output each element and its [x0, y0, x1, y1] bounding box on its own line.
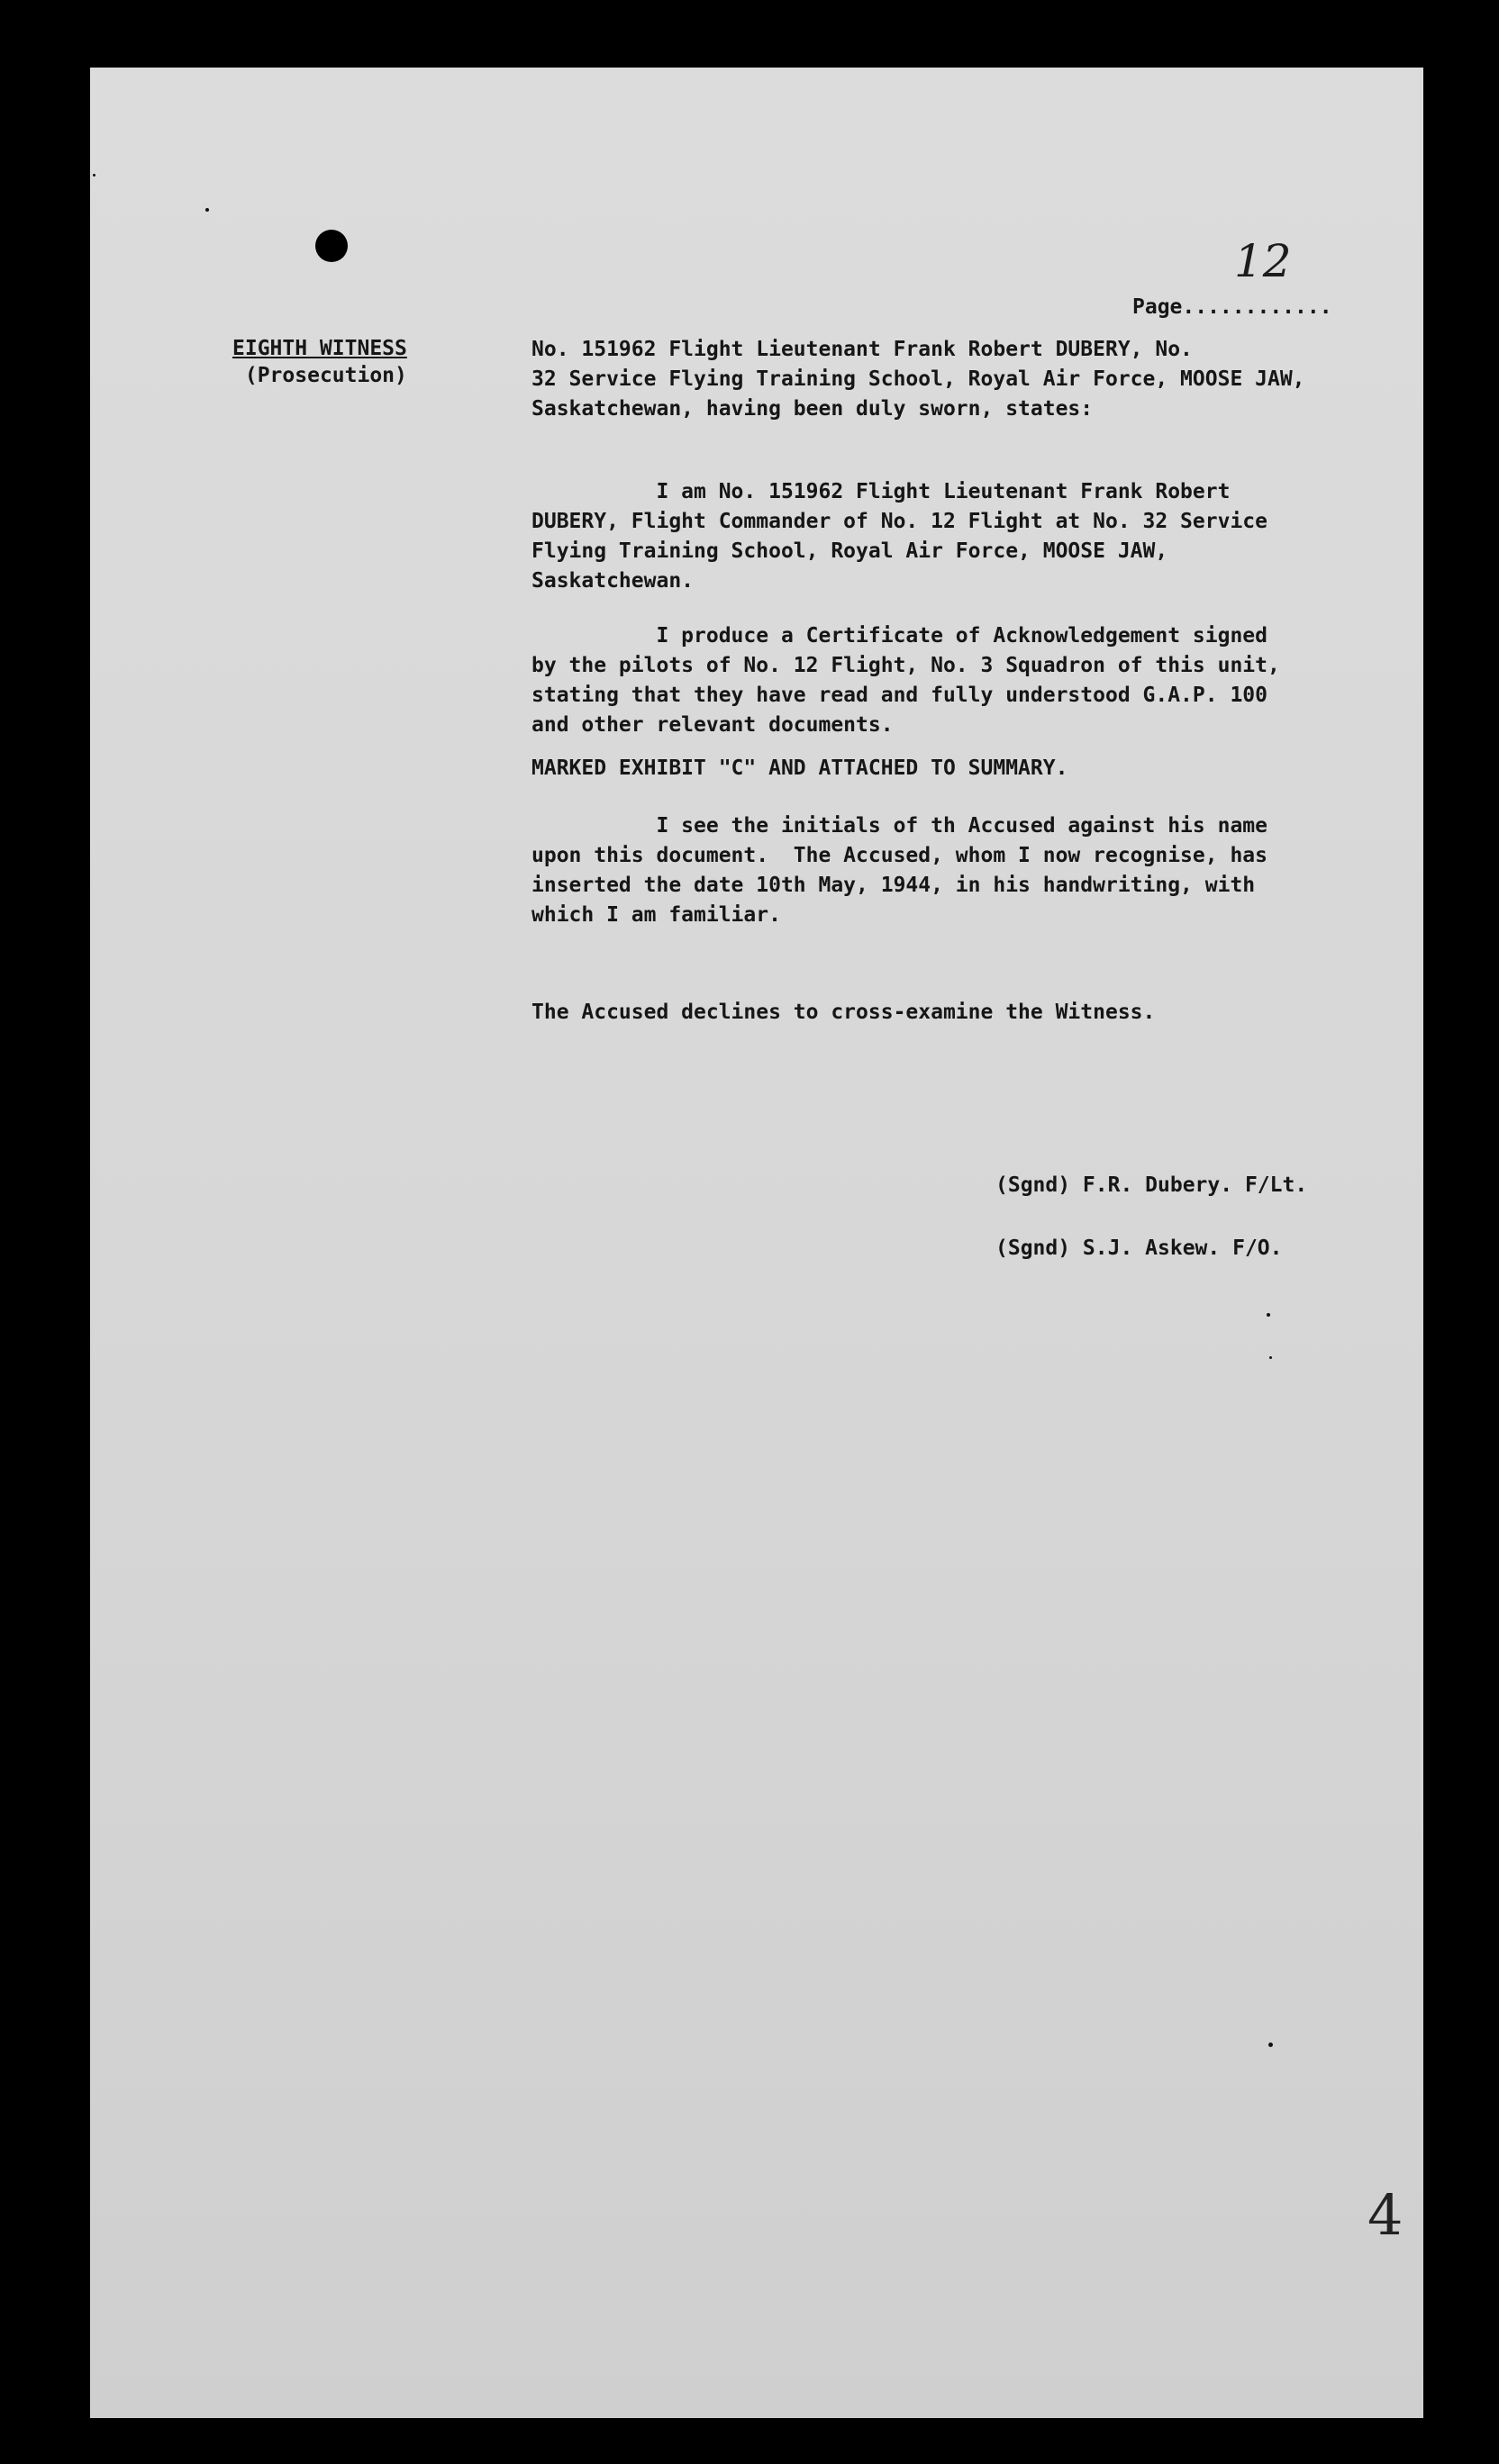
- paragraph-line: 32 Service Flying Training School, Royal Air Force, MOOSE JAW,: [531, 367, 1305, 391]
- paragraph-identity: [531, 477, 1267, 596]
- paragraph-line: I am No. 151962 Flight Lieutenant Frank Robert: [531, 480, 1231, 503]
- punch-hole: [315, 230, 348, 262]
- witness-heading-subtitle: (Prosecution): [244, 364, 407, 387]
- paragraph-line: Flying Training School, Royal Air Force, MOOSE JAW,: [531, 539, 1168, 563]
- paragraph-line: Saskatchewan, having been duly sworn, states:: [531, 397, 1094, 421]
- paragraph-line: I produce a Certificate of Acknowledgement signed: [531, 624, 1267, 648]
- paragraph-initials: [531, 811, 1267, 930]
- paragraph-line: inserted the date 10th May, 1944, in his handwriting, with: [531, 874, 1256, 897]
- paragraph-line: MARKED EXHIBIT "C" AND ATTACHED TO SUMMARY.: [531, 756, 1068, 780]
- paragraph-line: The Accused declines to cross-examine the Witness.: [531, 1001, 1156, 1024]
- paragraph-certificate: [531, 621, 1280, 740]
- dust-speck: [1267, 1313, 1270, 1317]
- document-page: [90, 68, 1423, 2418]
- paragraph-line: No. 151962 Flight Lieutenant Frank Robert DUBERY, No.: [531, 338, 1193, 361]
- dust-speck: [205, 208, 209, 212]
- paragraph-cross-examination: [531, 998, 1155, 1028]
- paragraph-line: upon this document. The Accused, whom I now recognise, has: [531, 844, 1267, 867]
- paragraph-line: I see the initials of th Accused against his name: [531, 814, 1267, 838]
- witness-heading: [232, 335, 407, 389]
- paragraph-line: DUBERY, Flight Commander of No. 12 Flight at No. 32 Service: [531, 510, 1267, 533]
- paragraph-line: and other relevant documents.: [531, 713, 894, 737]
- paragraph-sworn-statement: [531, 335, 1305, 424]
- witness-heading-title: EIGHTH WITNESS: [232, 337, 407, 360]
- page-label: Page............: [1132, 295, 1332, 319]
- page-number: 12: [1234, 235, 1292, 287]
- dust-speck: [1268, 2043, 1273, 2047]
- dust-speck: [93, 174, 95, 177]
- signature-askew: (Sgnd) S.J. Askew. F/O.: [995, 1237, 1283, 1260]
- paragraph-line: which I am familiar.: [531, 903, 781, 927]
- folio-number: 4: [1367, 2182, 1404, 2248]
- paragraph-line: Saskatchewan.: [531, 569, 695, 593]
- paragraph-exhibit-marking: [531, 754, 1067, 784]
- paragraph-line: by the pilots of No. 12 Flight, No. 3 Squadron of this unit,: [531, 654, 1280, 677]
- signature-dubery: (Sgnd) F.R. Dubery. F/Lt.: [995, 1173, 1308, 1197]
- dust-speck: [1269, 1356, 1272, 1359]
- paragraph-line: stating that they have read and fully understood G.A.P. 100: [531, 684, 1267, 707]
